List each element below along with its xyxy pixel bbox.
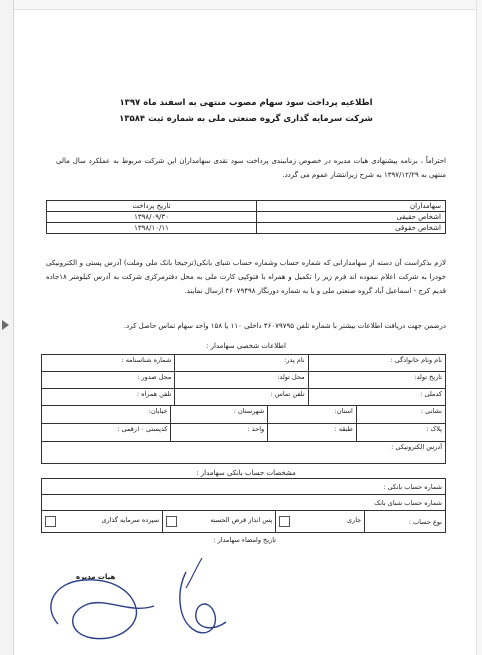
form-row <box>42 424 446 442</box>
payment-schedule-table <box>46 200 446 234</box>
plate-row-cell <box>42 424 446 442</box>
document-title: اطلاعیه پرداخت سود سهام مصوب منتهی به اسفند ماه ۱۳۹۷ <box>119 98 373 108</box>
payment-date-header: تاریخ پرداخت <box>47 201 257 212</box>
province-field[interactable]: استان: <box>268 406 357 423</box>
street-field[interactable]: خیابان: <box>148 407 168 415</box>
form-row <box>42 389 446 406</box>
expand-panel-arrow-icon[interactable] <box>2 320 9 330</box>
address-row-cell <box>42 406 446 424</box>
shareholders-header: سهامداران <box>257 201 446 212</box>
birth-place-field[interactable]: محل تولد: <box>175 372 308 389</box>
signature-date-line: تاریخ وامضاء سهامدار : <box>213 536 276 544</box>
full-name-field[interactable]: نام ونام خانوادگی : <box>308 355 445 372</box>
holder-cell: اشخاص حقوقی <box>257 223 446 234</box>
postal-code-field[interactable]: کدپستی ۱۰رقمی : <box>117 425 168 433</box>
account-type-option-current[interactable] <box>276 511 365 533</box>
date-cell: ۱۳۹۸/۰۹/۳۰ <box>47 212 257 223</box>
issue-place-field[interactable]: محل صدور : <box>42 372 175 389</box>
phone-field[interactable]: تلفن تماس : <box>175 389 308 406</box>
holder-cell: اشخاص حقیقی <box>257 212 446 223</box>
form-row <box>42 495 446 511</box>
plate-field[interactable]: پلاک : <box>356 424 445 441</box>
bank-section-title: مشخصات حساب بانکی سهامدار : <box>196 469 296 477</box>
account-type-option-investment[interactable] <box>42 511 163 533</box>
viewer-right-edge <box>476 0 482 655</box>
address-subtable <box>42 406 445 423</box>
date-cell: ۱۳۹۸/۱۰/۱۱ <box>47 223 257 234</box>
option-label: جاری <box>346 516 362 524</box>
floor-field[interactable]: طبقه : <box>268 424 357 441</box>
form-row <box>42 406 446 424</box>
account-type-label: نوع حساب : <box>365 511 446 533</box>
bank-account-form <box>41 478 446 533</box>
email-field[interactable]: آدرس الکترونیکی : <box>42 442 446 464</box>
table-header-row <box>47 201 446 212</box>
personal-info-form <box>41 354 446 464</box>
form-row <box>42 355 446 372</box>
form-row <box>42 479 446 495</box>
option-label: سپرده سرمایه گذاری <box>101 516 160 524</box>
company-title: شرکت سرمایه گذاری گروه صنعتی ملی به شماره ثبت ۱۳۵۸۴ <box>119 114 373 124</box>
account-number-field[interactable]: شماره حساب بانکی : <box>42 479 446 495</box>
investment-account-checkbox[interactable] <box>45 516 56 527</box>
birth-date-field[interactable]: تاریخ تولد: <box>308 372 445 389</box>
table-row <box>47 212 446 223</box>
city-field[interactable]: شهرستان : <box>171 406 268 423</box>
intro-paragraph: احتراماً ، برنامه پیشنهادی هیات مدیره در خصوص زمانبندی پرداخت سود نقدی سهامداران این شرکت مربوط به عملکرد سال مالی منتهی به ۱۳۹۷/۱۲/۲۹ به شرح زیرانتشار عموم می گردد. <box>56 157 446 179</box>
form-row <box>42 372 446 389</box>
contact-paragraph: درضمن جهت دریافت اطلاعات بیشتر با شماره تلفن ۴۶۰۷۹۷۹۵ داخلی ۱۱۰ یا ۱۵۸ واحد سهام تماس حاصل کرد. <box>123 322 446 330</box>
unit-field[interactable]: واحد : <box>171 424 268 441</box>
form-row <box>42 442 446 464</box>
viewer-top-bar <box>14 0 476 10</box>
national-code-field[interactable]: کدملی : <box>308 389 445 406</box>
notice-paragraph: لازم بذکراست آن دسته از سهامدارانی که شماره حساب وشماره حساب شبای بانکی(ترجیحا بانک ملی وملت) آدرس پستی و الکترونیکی خودرا به شرکت اعلام ننموده اند فرم زیر را تکمیل و همراه با فتوکپی کارت ملی به محل دفترمرکزی شرکت به آدرس کیلومتر ۱۸جاده قدیم کرج - اسماعیل آباد گروه صنعتی ملی و یا به شماره دورنگار ۴۶۰۷۹۴۹۸ ارسال نمایند. <box>46 259 446 295</box>
current-account-checkbox[interactable] <box>279 516 290 527</box>
handwritten-signature <box>36 546 236 646</box>
option-label: پس انداز قرض الحسنه <box>210 516 273 524</box>
savings-account-checkbox[interactable] <box>166 516 177 527</box>
account-type-option-savings[interactable] <box>163 511 276 533</box>
mobile-field[interactable]: تلفن همراه : <box>42 389 175 406</box>
personal-section-title: اطلاعات شخصی سهامدار : <box>206 342 286 350</box>
board-signature-label: هیات مدیره <box>76 573 116 581</box>
plate-subtable <box>42 424 445 441</box>
viewer-left-panel <box>0 0 14 655</box>
document-page <box>26 18 466 648</box>
form-row <box>42 511 446 533</box>
sheba-number-field[interactable]: شماره حساب شبای بانک <box>42 495 446 511</box>
address-field[interactable]: نشانی : <box>356 406 445 423</box>
table-row <box>47 223 446 234</box>
father-name-field[interactable]: نام پدر: <box>175 355 308 372</box>
id-number-field[interactable]: شماره شناسنامه : <box>42 355 175 372</box>
